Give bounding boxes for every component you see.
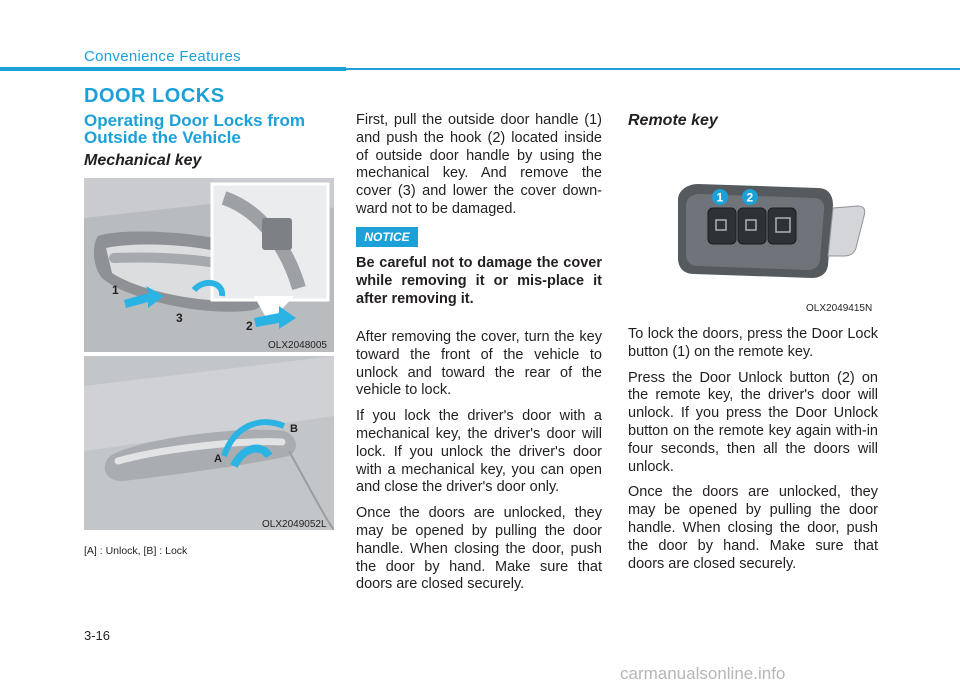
door-handle-photo-1 bbox=[84, 178, 334, 352]
remote-key-para-3: Once the doors are unlocked, they may be opened by pulling the door handle. When closing the door, push the door by hand. Make sure that doors are closed securely. bbox=[628, 484, 878, 572]
header-rule-thin bbox=[346, 68, 960, 70]
image-id-1: OLX2048005 bbox=[268, 340, 327, 351]
remote-key-illustration bbox=[628, 140, 878, 314]
door-handle-photo-2 bbox=[84, 356, 334, 530]
remote-callout-2: 2 bbox=[746, 190, 754, 205]
figure-caption: [A] : Unlock, [B] : Lock bbox=[84, 545, 188, 557]
remote-key-para-1: To lock the doors, press the Door Lock button (1) on the remote key. bbox=[628, 326, 878, 360]
mechanical-key-para-1: First, pull the outside door handle (1) and push the hook (2) located inside of outside door handle by using the mechanical key. And remove the cover (3) and lower the cover down-ward not to be damaged. bbox=[356, 112, 602, 217]
page-number: 3-16 bbox=[84, 628, 111, 643]
notice-text: Be careful not to damage the cover while removing it or mis-place it after removing it. bbox=[356, 255, 602, 307]
image-id-3: OLX2049415N bbox=[806, 303, 873, 314]
middle-column bbox=[356, 112, 602, 227]
remote-key-photo bbox=[628, 140, 878, 314]
remote-key-heading: Remote key bbox=[628, 112, 718, 129]
section-heading: Operating Door Locks from Outside the Vehicle bbox=[84, 111, 306, 147]
chapter-title: DOOR LOCKS bbox=[84, 85, 225, 107]
mechanical-key-para-3: If you lock the driver's door with a mechanical key, the driver's door will lock. If you unlock the driver's door with a mechanical key, you can open and close the driver's door only. bbox=[356, 408, 602, 496]
watermark: carmanualsonline.info bbox=[620, 664, 786, 683]
middle-column-lower bbox=[356, 329, 602, 602]
mechanical-key-heading: Mechanical key bbox=[84, 152, 202, 169]
mechanical-key-para-4: Once the doors are unlocked, they may be opened by pulling the door handle. When closing the door, push the door by hand. Make sure that doors are closed securely. bbox=[356, 505, 602, 593]
callout-a: A bbox=[214, 453, 222, 465]
remote-key-para-2: Press the Door Unlock button (2) on the remote key, the driver's door will unlock. If you press the Door Unlock button on the remote key again with-in four seconds, then all the doors will unlock. bbox=[628, 369, 878, 475]
callout-b: B bbox=[290, 423, 298, 435]
callout-3: 3 bbox=[176, 311, 183, 325]
door-handle-illustration-1 bbox=[84, 178, 334, 352]
callout-2: 2 bbox=[246, 319, 253, 333]
mechanical-key-para-2: After removing the cover, turn the key toward the front of the vehicle to unlock and toward the rear of the vehicle to lock. bbox=[356, 329, 602, 399]
section-title: Convenience Features bbox=[84, 48, 241, 65]
header-rule-thick bbox=[0, 67, 346, 71]
right-column bbox=[628, 326, 878, 581]
notice-badge: NOTICE bbox=[356, 227, 418, 247]
callout-1: 1 bbox=[112, 283, 119, 297]
remote-callout-1: 1 bbox=[716, 190, 724, 205]
door-handle-illustration-2 bbox=[84, 356, 334, 530]
image-id-2: OLX2049052L bbox=[262, 519, 327, 530]
